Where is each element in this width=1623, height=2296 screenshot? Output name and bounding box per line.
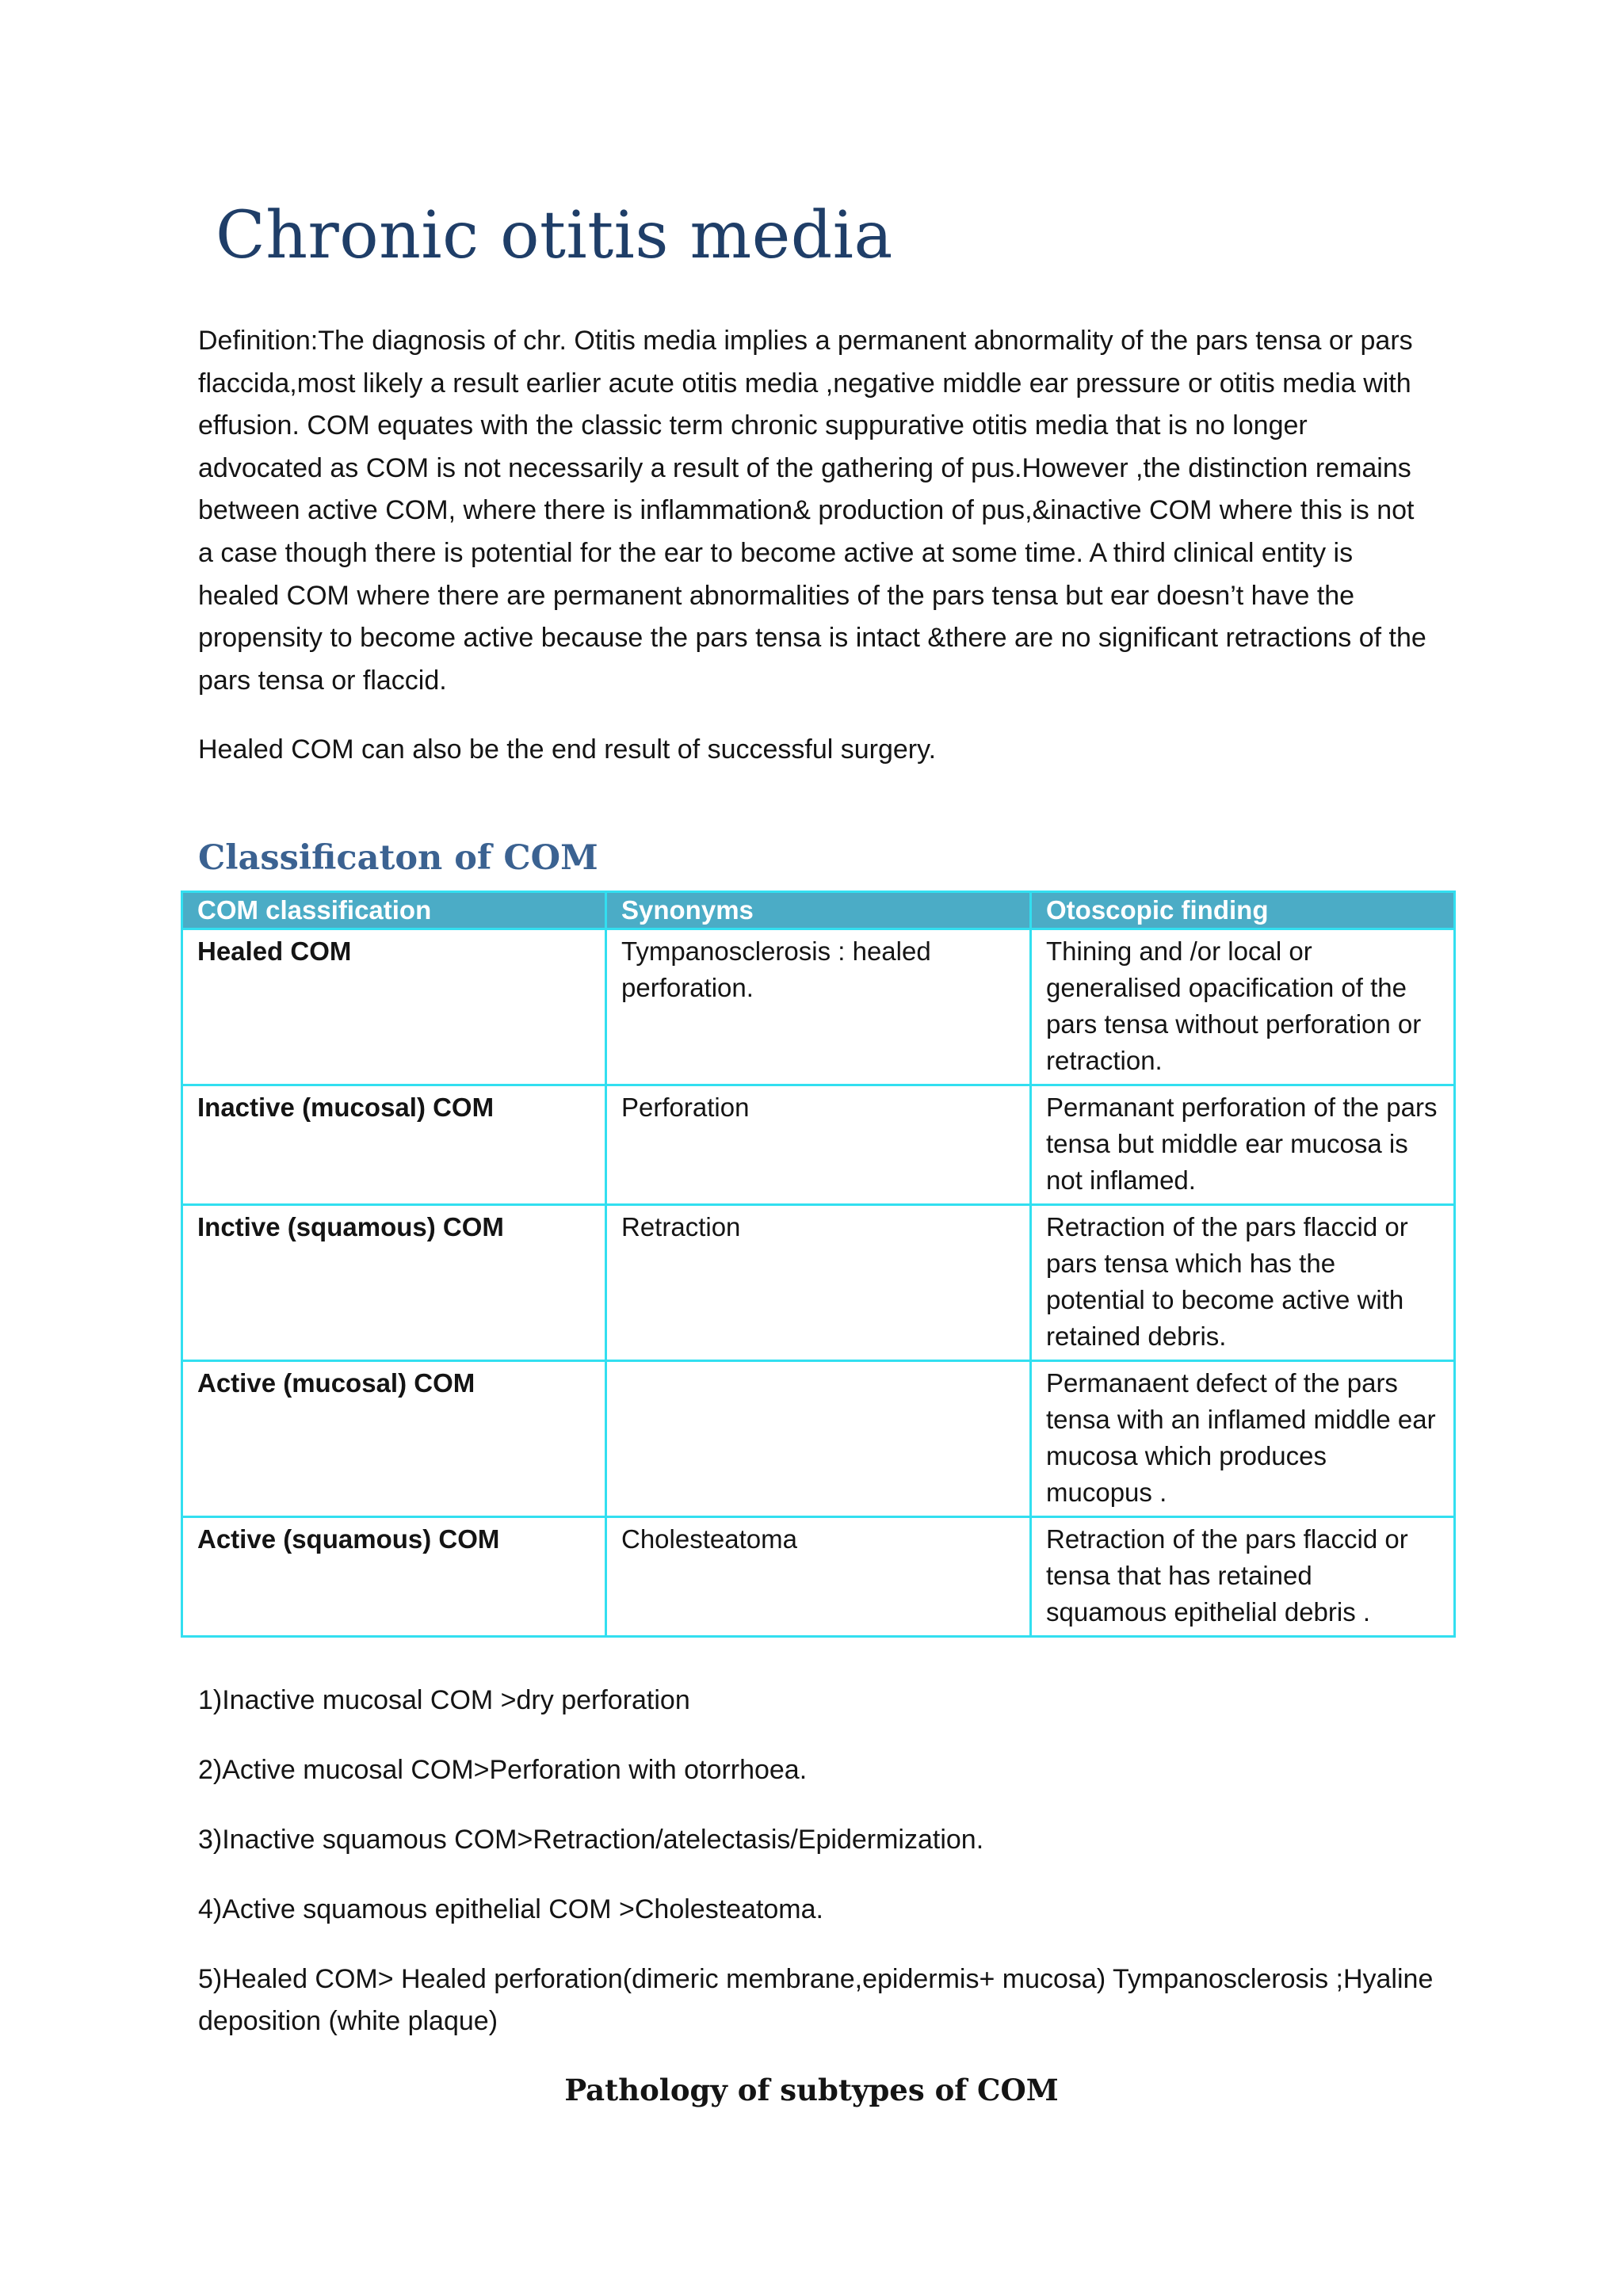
header-synonyms: Synonyms (606, 892, 1031, 929)
table-row (182, 1205, 1455, 1361)
classification-table (181, 891, 1456, 1638)
synonyms-cell: Retraction (606, 1205, 1031, 1361)
synonyms-cell (606, 1361, 1031, 1517)
classification-cell: Active (squamous) COM (182, 1517, 606, 1637)
finding-cell: Thining and /or local or generalised opacification of the pars tensa without perforation or retraction. (1031, 929, 1455, 1085)
list-item: 4)Active squamous epithelial COM >Cholesteatoma. (198, 1894, 823, 1924)
table-row (182, 1085, 1455, 1205)
table-row (182, 1361, 1455, 1517)
synonyms-cell: Cholesteatoma (606, 1517, 1031, 1637)
healed-note-paragraph: Healed COM can also be the end result of successful surgery. (198, 734, 937, 765)
classification-cell: Inctive (squamous) COM (182, 1205, 606, 1361)
synonyms-cell: Perforation (606, 1085, 1031, 1205)
classification-cell: Healed COM (182, 929, 606, 1085)
finding-cell: Retraction of the pars flaccid or pars tensa which has the potential to become active with retained debris. (1031, 1205, 1455, 1361)
finding-cell: Permanaent defect of the pars tensa with an inflamed middle ear mucosa which produces mucopus . (1031, 1361, 1455, 1517)
header-com-classification: COM classification (182, 892, 606, 929)
definition-paragraph: Definition:The diagnosis of chr. Otitis media implies a permanent abnormality of the pars tensa or pars flaccida,most likely a result earlier acute otitis media ,negative middle ear pressure or otitis media with effusion. COM equates with the classic term chronic suppurative otitis media that is no longer advocated as COM is not necessarily a result of the gathering of pus.However ,the distinction remains between active COM, where there is inflammation& production of pus,&inactive COM where this is not a case though there is potential for the ear to become active at some time. A third clinical entity is healed COM where there are permanent abnormalities of the pars tensa but ear doesn’t have the propensity to become active because the pars tensa is intact &there are no significant retractions of the pars tensa or flaccid. (198, 326, 1426, 696)
classification-cell: Active (mucosal) COM (182, 1361, 606, 1517)
header-otoscopic-finding: Otoscopic finding (1031, 892, 1455, 929)
table-header-row (182, 892, 1455, 929)
list-item: 3)Inactive squamous COM>Retraction/atelectasis/Epidermization. (198, 1825, 984, 1855)
table-row (182, 929, 1455, 1085)
classification-heading: Classificaton of COM (198, 838, 598, 878)
finding-cell: Permanant perforation of the pars tensa but middle ear mucosa is not inflamed. (1031, 1085, 1455, 1205)
pathology-subheading: Pathology of subtypes of COM (564, 2073, 1059, 2107)
list-item: 5)Healed COM> Healed perforation(dimeric membrane,epidermis+ mucosa) Tympanosclerosis ;Hyaline deposition (white plaque) (198, 1964, 1434, 2036)
table-row (182, 1517, 1455, 1637)
page-title: Chronic otitis media (216, 198, 893, 273)
list-item: 1)Inactive mucosal COM >dry perforation (198, 1685, 690, 1715)
finding-cell: Retraction of the pars flaccid or tensa that has retained squamous epithelial debris . (1031, 1517, 1455, 1637)
classification-cell: Inactive (mucosal) COM (182, 1085, 606, 1205)
synonyms-cell: Tympanosclerosis : healed perforation. (606, 929, 1031, 1085)
list-item: 2)Active mucosal COM>Perforation with otorrhoea. (198, 1755, 808, 1785)
